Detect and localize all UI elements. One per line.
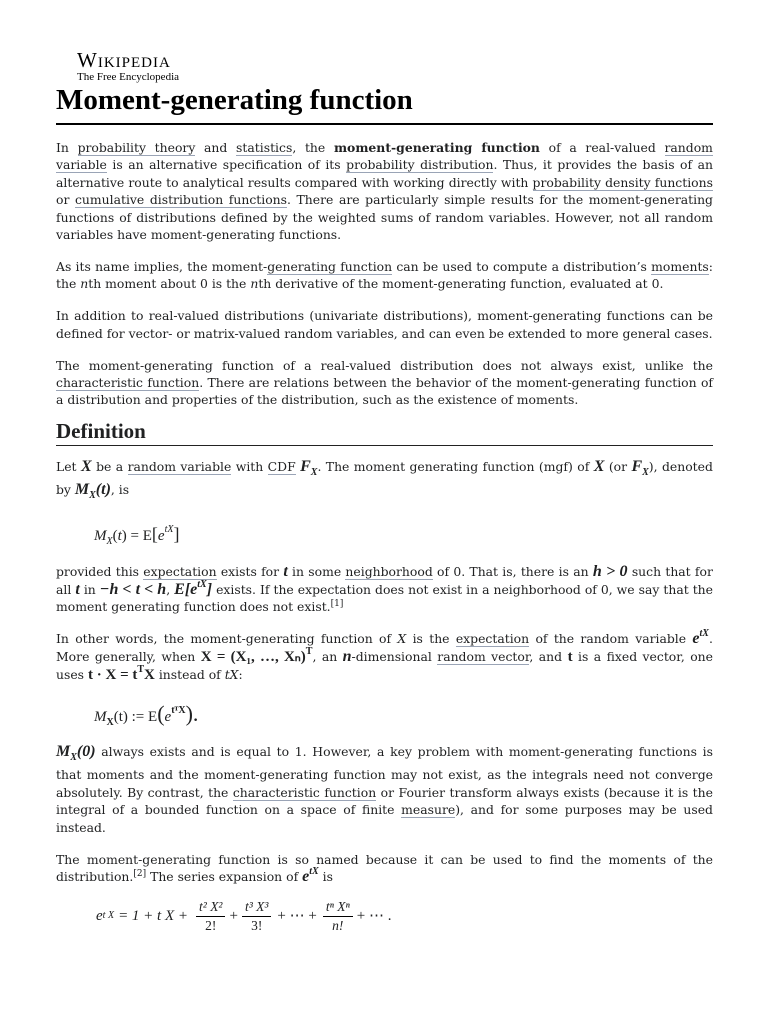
- link-cdf-functions[interactable]: cumulative distribution functions: [74, 192, 288, 208]
- link-probability-distribution[interactable]: probability distribution: [346, 157, 494, 173]
- link-neighborhood[interactable]: neighborhood: [345, 564, 433, 580]
- link-measure[interactable]: measure: [401, 802, 456, 818]
- equation-series-expansion: e t X = 1 + t X + $\frac{\text{t² X²}}{2!}$ + $\frac{\text{t³ X³}}{3!}$ + ⋯ + $\frac{\text{tⁿ Xⁿ}}{n!}$ + ⋯ .: [96, 898, 392, 933]
- link-random-variable[interactable]: random variable: [56, 140, 713, 173]
- logo-title: Wikipedia: [77, 48, 171, 72]
- title-divider: [56, 123, 713, 125]
- definition-paragraph-2: provided this expectation exists for t in some neighborhood of 0. That is, there is an h > 0 such that for all t in −h < t < h, $E[e^{tX}]$ exists. If the expectation does not exist in a neighborhood of 0, we say that the moment generating function does not exist.[1]: [56, 563, 713, 615]
- section-heading-definition: Definition: [56, 423, 713, 445]
- intro-paragraph-3: In addition to real-valued distributions (univariate distributions), moment-generating functions can be defined for vector- or matrix-valued random variables, and can even be extended to more general cases.: [56, 308, 713, 341]
- link-moments[interactable]: moments: [651, 258, 709, 274]
- citation-2[interactable]: [2]: [133, 868, 147, 879]
- link-pdf[interactable]: probability density functions: [532, 174, 713, 190]
- wikipedia-logo[interactable]: [77, 49, 179, 84]
- link-probability-theory[interactable]: probability theory: [77, 140, 196, 155]
- bold-term: moment-generating function: [333, 140, 540, 155]
- definition-paragraph-4: $M_X(0)$ always exists and is equal to 1. However, a key problem with moment-generating functions is that moments and the moment-generating function may not exist, as the integrals need not converge absolutely. By contrast, the characteristic function or Fourier transform always exists (because it is the integral of a bounded function on a space of finite measure), and for some purposes may be used instead.: [56, 742, 713, 835]
- link-random-variable-2[interactable]: random variable: [127, 458, 232, 474]
- equation-mgf-vector: $M_X(t)$ := $E(e^{tᵀX})$.: [94, 700, 199, 728]
- link-cdf[interactable]: CDF: [267, 458, 296, 474]
- citation-1[interactable]: [1]: [330, 599, 344, 610]
- intro-paragraph-2: As its name implies, the moment-generating function can be used to compute a distribution’s moments: the nth moment about 0 is the nth derivative of the moment-generating function, evaluated at 0.: [56, 258, 713, 292]
- link-expectation-2[interactable]: expectation: [455, 631, 530, 647]
- link-characteristic-function-2[interactable]: characteristic function: [232, 784, 377, 800]
- intro-paragraph-1: In probability theory and statistics, the moment-generating function of a real-valued random variable is an alternative specification of its probability distribution. Thus, it provides the basis of an alternative route to analytical results compared with working directly with probability density functions or cumulative distribution functions. There are particularly simple results for the moment-generating functions of distributions defined by the weighted sums of random variables. However, not all random variables have moment-generating functions.: [56, 140, 713, 243]
- link-expectation[interactable]: expectation: [143, 564, 217, 580]
- link-statistics[interactable]: statistics: [236, 140, 293, 155]
- equation-mgf-definition: $M_X(t) = E[e^{tX}]$: [94, 524, 180, 548]
- link-generating-function[interactable]: generating function: [267, 258, 393, 274]
- logo-subtitle: The Free Encyclopedia: [77, 71, 180, 83]
- page-title: Moment-generating function: [56, 84, 413, 116]
- definition-paragraph-1: Let X be a random variable with CDF $F_X$. The moment generating function (mgf) of X (or $F_X$), denoted by $M_X(t)$, is: [56, 457, 713, 502]
- definition-paragraph-5: The moment-generating function is so named because it can be used to find the moments of the distribution.[2] The series expansion of $e^{tX}$ is: [56, 851, 713, 885]
- link-random-vector[interactable]: random vector: [437, 648, 530, 664]
- article-body: [56, 139, 713, 941]
- intro-paragraph-4: The moment-generating function of a real-valued distribution does not always exist, unlike the characteristic function. There are relations between the behavior of the moment-generating function of a distribution and properties of the distribution, such as the existence of moments.: [56, 357, 713, 408]
- definition-paragraph-3: In other words, the moment-generating function of X is the expectation of the random variable $e^{tX}$. More generally, when X = (X₁, …, Xₙ)$^T$, an n-dimensional random vector, and t is a fixed vector, one uses $t \cdot X = t^TX$ instead of tX:: [56, 628, 713, 683]
- link-characteristic-function[interactable]: characteristic function: [56, 374, 200, 390]
